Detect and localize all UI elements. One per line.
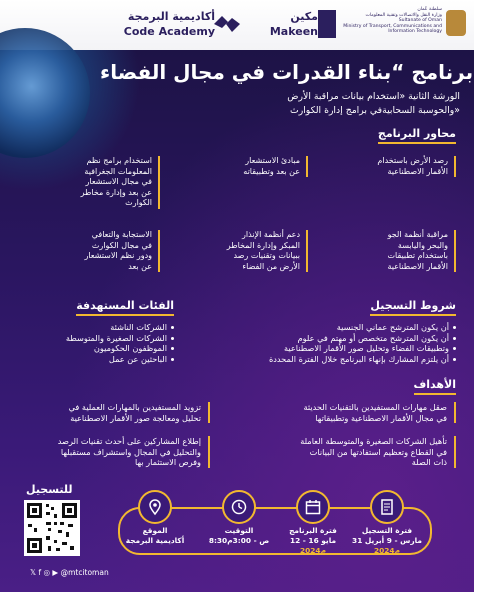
timeline-title: فترة التسجيل [361,526,413,535]
clock-icon [222,490,256,524]
facebook-icon[interactable]: f [38,568,42,577]
ministry-line: سلطنة عُمان [417,7,442,12]
axis-item: استخدام برامج نظم المعلومات الجغرافية في مجال الاستشعار عن بعد وإدارة مخاطر الكوارث [32,156,160,209]
list-item: وتطبيقات الفضاء وتحليل صور الأقمار الاصطناعية [239,343,449,354]
objective-item: تزويد المستفيدين بالمهارات العملية في تحليل ومعالجة صور الأقمار الاصطناعية [11,402,210,423]
page-title: برنامج “بناء القدرات في مجال الفضاء“ [100,60,486,84]
objective-item: إطلاع المشاركين على أحدث تقنيات الرصد والتحليل في المجال واستشراف مستقبلها وفرص الاستثمار بها [11,436,210,468]
terms-list [239,322,456,364]
timeline-item [116,490,194,560]
timeline-year: 2024م [300,546,326,555]
qr-code[interactable] [24,500,80,556]
code-academy-ar: أكاديمية البرمجة [127,10,215,23]
document-icon [370,490,404,524]
timeline-item [274,490,352,560]
objective-item: صقل مهارات المستفيدين بالتقنيات الحديثة في مجال الأقمار الاصطناعية وتطبيقاتها [247,402,456,423]
makeen-en: Makeen [269,25,318,38]
subtitle [80,90,460,118]
makeen-ar: مكين [290,10,318,23]
list-item: الشركات الصغيرة والمتوسطة [27,333,167,344]
target-heading: الفئات المستهدفة [76,299,174,316]
target-list [27,322,174,364]
register-label: للتسجيل [26,483,73,496]
timeline-title: الموقع [142,526,168,535]
x-icon[interactable]: 𝕏 [30,568,37,577]
timeline-value: 8:30ص - 3:00م [208,536,270,545]
ministry-line: Information Technology [388,29,442,35]
timeline-value: 31 مارس - 9 أبريل [352,536,422,545]
instagram-icon[interactable]: ◎ [43,568,51,577]
oman-emblem-icon [446,10,466,36]
social-bar [30,568,109,577]
makeen-logo [258,10,318,42]
timeline-value: أكاديمية البرمجة [125,536,185,545]
makeen-mark-icon [318,10,336,38]
timeline-item [200,490,278,560]
code-academy-en: Code Academy [123,25,215,38]
list-item: أن يكون المترشح عماني الجنسية [239,322,449,333]
axis-item: رصد الأرض باستخدام الأقمار الاصطناعية [328,156,456,177]
timeline-title: التوقيت [224,526,254,535]
social-handle: @mtcitoman [60,568,109,577]
axis-item: مبادئ الاستشعار عن بعد وتطبيقاته [190,156,308,177]
axes-heading: محاور البرنامج [378,127,456,144]
ministry-line: Sultanate of Oman [398,18,442,24]
objective-item: تأهيل الشركات الصغيرة والمتوسطة العاملة في القطاع وتعظيم استفادتها من البيانات ذات الصلة [247,436,456,468]
timeline-title: فترة البرنامج [289,526,337,535]
timeline-item [348,490,426,560]
ministry-line: Ministry of Transport, Communications and [343,23,442,29]
list-item: الباحثين عن عمل [27,354,167,365]
ministry-line: وزارة النقل والاتصالات وتقنية المعلومات [365,12,442,18]
timeline-year: 2024م [374,546,400,555]
location-pin-icon [138,490,172,524]
axis-item: الاستجابة والتعافي في مجال الكوارث ودور نظم الاستشعار عن بعد [32,230,160,272]
list-item: الموظفون الحكوميون [27,343,167,354]
code-academy-mark-icon [212,12,242,36]
objectives-heading: الأهداف [414,378,457,395]
axis-item: دعم أنظمة الإنذار المبكر وإدارة المخاطر ببيانات وتقنيات رصد الأرض من الفضاء [180,230,308,272]
axis-item: مراقبة أنظمة الجو والبحر واليابسة باستخدام تطبيقات الأقمار الاصطناعية [328,230,456,272]
list-item: الشركات الناشئة [27,322,167,333]
code-academy-logo [120,10,215,42]
youtube-icon[interactable]: ▶ [52,568,59,577]
list-item: أن يلتزم المشارك بإنهاء البرنامج خلال الفترة المحددة [239,354,449,365]
subtitle-line: الورشة الثانية «استخدام بيانات مراقبة الأرض [287,91,460,102]
terms-heading: شروط التسجيل [370,299,456,316]
ministry-logo-text [342,7,442,43]
subtitle-line: والحوسبة السحابيةفي برامج إدارة الكوارث» [289,105,460,116]
calendar-icon [296,490,330,524]
list-item: أن يكون المترشح متخصص أو مهتم في علوم [239,333,449,344]
timeline-value: 12 - 16 مايو [289,536,337,545]
